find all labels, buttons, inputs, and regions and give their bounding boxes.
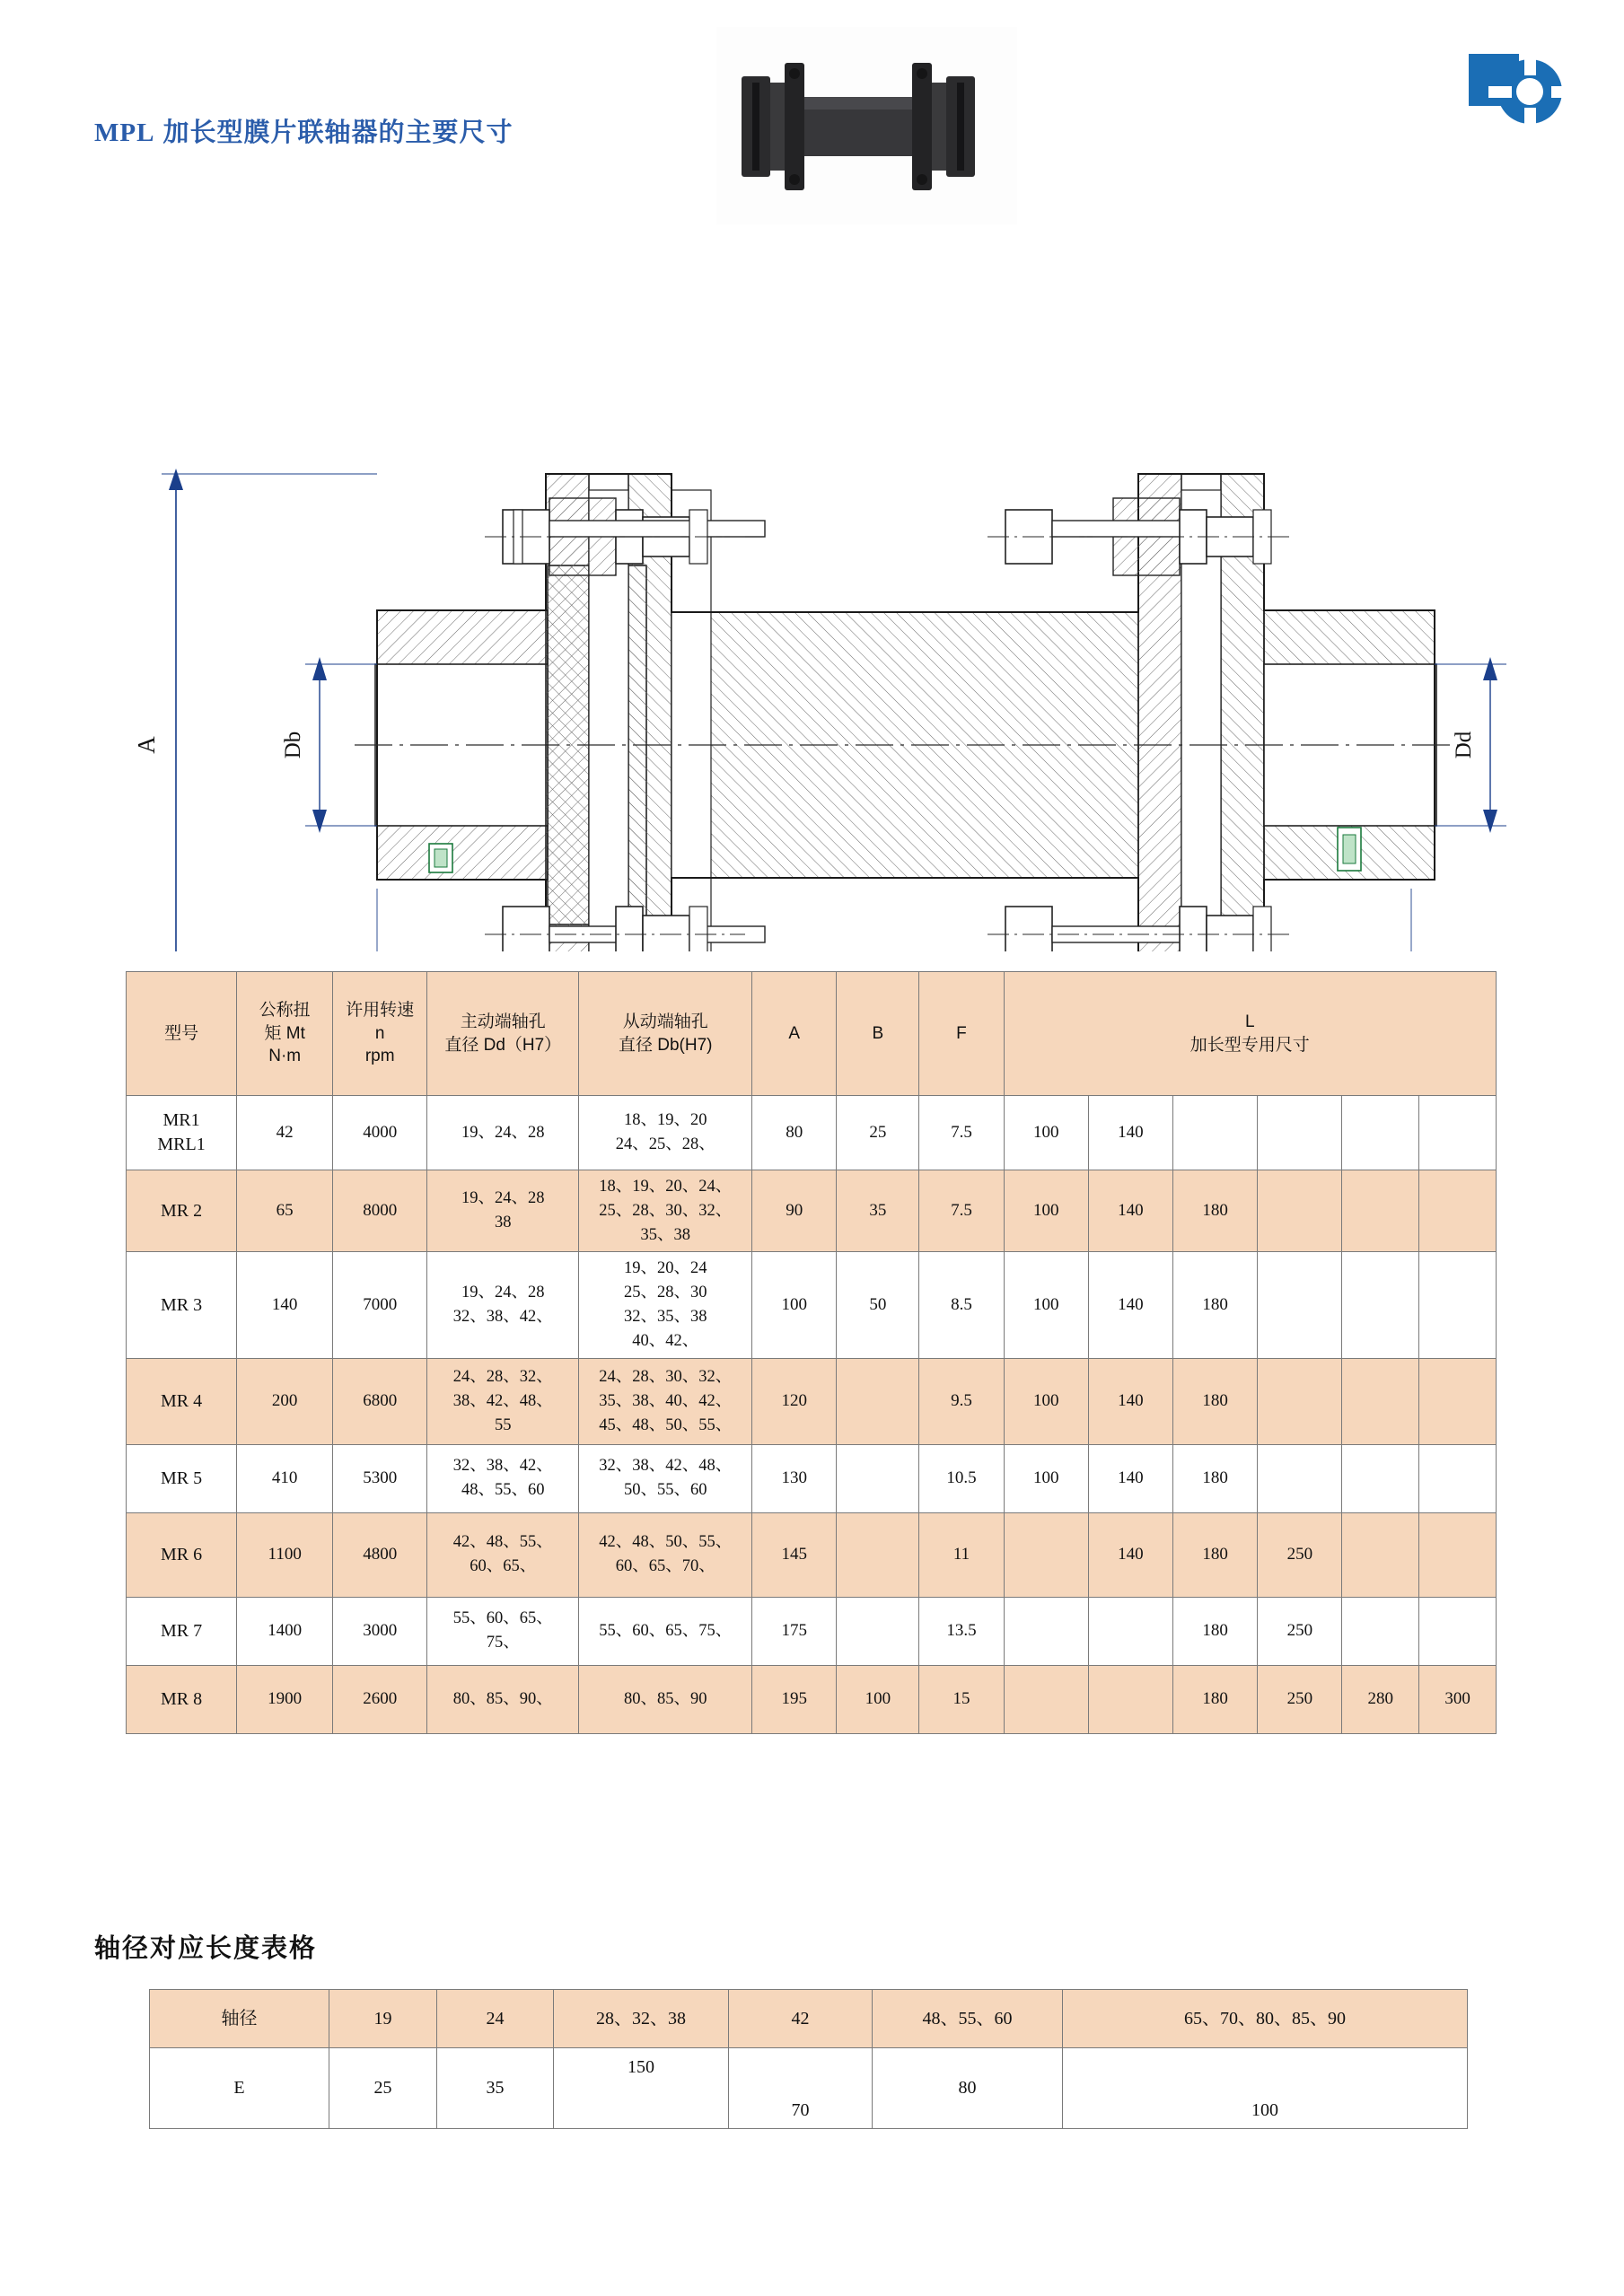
- cell-A: 195: [752, 1665, 837, 1733]
- cell-driven-bore: [579, 1358, 752, 1444]
- cell-driven-bore: [579, 1170, 752, 1252]
- cell-L6: [1419, 1597, 1497, 1665]
- cell-B: [837, 1358, 919, 1444]
- cell-drive-bore: 80、85、90、: [427, 1665, 579, 1733]
- cell-A: 100: [752, 1252, 837, 1358]
- th-L-l1: L: [1245, 1012, 1255, 1031]
- th-driven-bore-l2: 直径 Db(H7): [618, 1035, 713, 1055]
- cell-drive-bore-l2: 75、: [486, 1634, 520, 1652]
- cell-torque: 1400: [237, 1597, 333, 1665]
- cell-B: [837, 1597, 919, 1665]
- cell-L1: 100: [1004, 1358, 1088, 1444]
- cell-drive-bore-l1: 19、24、28: [461, 1189, 545, 1208]
- cell-drive-bore: [427, 1170, 579, 1252]
- cell-driven-bore-l2: 50、55、60: [623, 1481, 707, 1500]
- page-title-prefix: MPL: [94, 118, 155, 147]
- cell-F: 13.5: [919, 1597, 1004, 1665]
- cell-A: 130: [752, 1444, 837, 1512]
- cell-L1: [1004, 1665, 1088, 1733]
- cell-driven-bore-l3: 45、48、50、55、: [599, 1415, 733, 1434]
- cell-L3: 180: [1173, 1512, 1258, 1597]
- th-driven-bore-l1: 从动端轴孔: [622, 1012, 708, 1031]
- cell-L2: 140: [1088, 1170, 1172, 1252]
- cell-B: 25: [837, 1096, 919, 1170]
- th-torque: [237, 972, 333, 1096]
- dimension-label-Dd: Dd: [1452, 731, 1476, 759]
- cell-model: MR 7: [127, 1597, 237, 1665]
- cell-B: 100: [837, 1665, 919, 1733]
- cell-F: 11: [919, 1512, 1004, 1597]
- cell-L2: 140: [1088, 1358, 1172, 1444]
- cell-drive-bore: 19、24、28: [427, 1096, 579, 1170]
- cell-L4: 250: [1258, 1665, 1342, 1733]
- cell-model: [127, 1096, 237, 1170]
- table-row: [127, 1252, 1497, 1358]
- th-drive-bore: [427, 972, 579, 1096]
- th-d19: 19: [329, 1990, 437, 2048]
- shaft-table-title: 轴径对应长度表格: [94, 1934, 318, 1963]
- cell-F: 8.5: [919, 1252, 1004, 1358]
- cell-driven-bore-l1: 32、38、42、48、: [599, 1457, 733, 1476]
- cell-L1: [1004, 1597, 1088, 1665]
- cell-L5: 280: [1342, 1665, 1419, 1733]
- cell-L5: [1342, 1170, 1419, 1252]
- cell-L3: 180: [1173, 1358, 1258, 1444]
- cell-drive-bore: [427, 1597, 579, 1665]
- cell-drive-bore: [427, 1252, 579, 1358]
- cell-driven-bore-l1: 24、28、30、32、: [599, 1367, 733, 1386]
- cell-L6: [1419, 1444, 1497, 1512]
- cell-model: MR 2: [127, 1170, 237, 1252]
- cell-A: 145: [752, 1512, 837, 1597]
- cell-model: MR 5: [127, 1444, 237, 1512]
- cell-L5: [1342, 1252, 1419, 1358]
- cell-L3: 180: [1173, 1170, 1258, 1252]
- cell-torque: 1900: [237, 1665, 333, 1733]
- cell-driven-bore-l3: 32、35、38: [623, 1308, 707, 1327]
- th-drive-bore-l2: 直径 Dd（H7）: [444, 1035, 562, 1055]
- cell-E-24: 35: [437, 2048, 554, 2129]
- cell-L2: 140: [1088, 1252, 1172, 1358]
- page-title-text: 加长型膜片联轴器的主要尺寸: [162, 118, 514, 147]
- th-drive-bore-l1: 主动端轴孔: [460, 1012, 546, 1031]
- cell-torque: 65: [237, 1170, 333, 1252]
- cell-speed: 3000: [333, 1597, 427, 1665]
- cell-speed: 6800: [333, 1358, 427, 1444]
- cell-torque: 1100: [237, 1512, 333, 1597]
- table-header-row: [127, 972, 1497, 1096]
- cell-driven-bore-l1: 42、48、50、55、: [599, 1533, 733, 1552]
- cell-F: 15: [919, 1665, 1004, 1733]
- cell-torque: 200: [237, 1358, 333, 1444]
- cell-drive-bore-l2: 32、38、42、: [452, 1308, 553, 1327]
- cell-L2: 140: [1088, 1512, 1172, 1597]
- cell-L6: [1419, 1358, 1497, 1444]
- th-torque-l2: 矩 Mt: [264, 1023, 305, 1043]
- table-row: [127, 1665, 1497, 1733]
- cell-L6: [1419, 1170, 1497, 1252]
- cell-driven-bore: 80、85、90: [579, 1665, 752, 1733]
- cell-L3: [1173, 1096, 1258, 1170]
- cell-drive-bore: [427, 1358, 579, 1444]
- cell-drive-bore-l1: 42、48、55、: [452, 1533, 553, 1552]
- table-row: [127, 1170, 1497, 1252]
- th-A: A: [752, 972, 837, 1096]
- cell-drive-bore-l2: 60、65、: [470, 1557, 537, 1576]
- shaft-table-body-row: [150, 2048, 1468, 2129]
- th-B: B: [837, 972, 919, 1096]
- cell-drive-bore-l1: 32、38、42、: [452, 1457, 553, 1476]
- table-row: [127, 1512, 1497, 1597]
- th-d24: 24: [437, 1990, 554, 2048]
- cell-F: 10.5: [919, 1444, 1004, 1512]
- dimension-label-Db: Db: [281, 731, 305, 759]
- cell-E-label: E: [150, 2048, 329, 2129]
- th-torque-l3: N·m: [268, 1047, 302, 1066]
- main-specification-table: [126, 971, 1497, 1734]
- th-F: F: [919, 972, 1004, 1096]
- cell-model-l1: MR1: [162, 1110, 200, 1130]
- cell-driven-bore-l3: 35、38: [640, 1225, 690, 1244]
- th-d28-32-38: 28、32、38: [554, 1990, 729, 2048]
- table-row: [127, 1444, 1497, 1512]
- cell-driven-bore-l2: 25、28、30、32、: [599, 1201, 733, 1220]
- cell-driven-bore: [579, 1252, 752, 1358]
- cell-driven-bore: 55、60、65、75、: [579, 1597, 752, 1665]
- cell-drive-bore-l1: 19、24、28: [461, 1284, 545, 1302]
- cell-L3: 180: [1173, 1665, 1258, 1733]
- cell-B: 50: [837, 1252, 919, 1358]
- company-logo: [1465, 38, 1573, 144]
- cell-drive-bore: [427, 1444, 579, 1512]
- cell-A: 80: [752, 1096, 837, 1170]
- th-speed-l2: n: [374, 1023, 385, 1043]
- cell-F: 9.5: [919, 1358, 1004, 1444]
- th-d42: 42: [729, 1990, 873, 2048]
- table-row: [127, 1358, 1497, 1444]
- shaft-length-table: [149, 1989, 1467, 2129]
- th-d65-plus: 65、70、80、85、90: [1063, 1990, 1468, 2048]
- cell-L4: 250: [1258, 1512, 1342, 1597]
- cell-L6: [1419, 1252, 1497, 1358]
- cell-L5: [1342, 1597, 1419, 1665]
- cell-L3: 180: [1173, 1597, 1258, 1665]
- cell-E-19: 25: [329, 2048, 437, 2129]
- th-speed-l3: rpm: [364, 1047, 395, 1066]
- cell-model-l2: MRL1: [157, 1135, 206, 1154]
- th-torque-l1: 公称扭: [259, 1001, 311, 1021]
- cell-driven-bore-l2: 25、28、30: [623, 1284, 707, 1302]
- cell-speed: 2600: [333, 1665, 427, 1733]
- cell-drive-bore-l2: 38、42、48、: [452, 1391, 553, 1410]
- table-row: [127, 1597, 1497, 1665]
- cell-B: 35: [837, 1170, 919, 1252]
- cell-L2: 140: [1088, 1096, 1172, 1170]
- cell-E-65-plus: 100: [1063, 2048, 1468, 2129]
- cell-L4: [1258, 1252, 1342, 1358]
- cell-E-42: 70: [729, 2048, 873, 2129]
- cell-model: MR 8: [127, 1665, 237, 1733]
- cell-L2: 140: [1088, 1444, 1172, 1512]
- product-photo: [716, 27, 1017, 224]
- cell-F: 7.5: [919, 1170, 1004, 1252]
- cell-driven-bore: [579, 1444, 752, 1512]
- cell-driven-bore-l1: 18、19、20: [623, 1111, 707, 1130]
- cell-L1: 100: [1004, 1444, 1088, 1512]
- cell-driven-bore: [579, 1096, 752, 1170]
- cell-driven-bore: [579, 1512, 752, 1597]
- th-speed-l1: 许用转速: [346, 1001, 415, 1021]
- cell-drive-bore: [427, 1512, 579, 1597]
- cell-drive-bore-l1: 55、60、65、: [452, 1609, 553, 1628]
- shaft-table-header-row: [150, 1990, 1468, 2048]
- th-shaft-diameter: 轴径: [150, 1990, 329, 2048]
- cell-L4: [1258, 1096, 1342, 1170]
- th-d48-55-60: 48、55、60: [873, 1990, 1063, 2048]
- th-L-l2: 加长型专用尺寸: [1189, 1035, 1310, 1055]
- cell-speed: 7000: [333, 1252, 427, 1358]
- cell-L6: 300: [1419, 1665, 1497, 1733]
- cell-A: 120: [752, 1358, 837, 1444]
- technical-drawing: [0, 224, 1624, 951]
- cell-drive-bore-l1: 24、28、32、: [452, 1367, 553, 1386]
- cell-E-48-55-60: 80: [873, 2048, 1063, 2129]
- cell-model: MR 3: [127, 1252, 237, 1358]
- cell-L5: [1342, 1358, 1419, 1444]
- cell-speed: 4800: [333, 1512, 427, 1597]
- page-title: [94, 112, 514, 149]
- cell-torque: 140: [237, 1252, 333, 1358]
- cell-L4: 250: [1258, 1597, 1342, 1665]
- cell-speed: 5300: [333, 1444, 427, 1512]
- cell-L5: [1342, 1444, 1419, 1512]
- dimension-label-A: A: [133, 736, 160, 754]
- cell-A: 175: [752, 1597, 837, 1665]
- cell-L3: 180: [1173, 1444, 1258, 1512]
- cell-drive-bore-l3: 55: [495, 1415, 512, 1434]
- cell-L1: 100: [1004, 1096, 1088, 1170]
- th-driven-bore: [579, 972, 752, 1096]
- cell-driven-bore-l4: 40、42、: [632, 1331, 699, 1350]
- cell-drive-bore-l2: 38: [495, 1214, 512, 1232]
- cell-model: MR 4: [127, 1358, 237, 1444]
- th-L: [1004, 972, 1496, 1096]
- cell-drive-bore-l2: 48、55、60: [461, 1481, 545, 1500]
- cell-torque: 410: [237, 1444, 333, 1512]
- cell-speed: 8000: [333, 1170, 427, 1252]
- cell-L5: [1342, 1096, 1419, 1170]
- cell-driven-bore-l2: 60、65、70、: [615, 1557, 715, 1576]
- cell-L4: [1258, 1444, 1342, 1512]
- cell-driven-bore-l1: 18、19、20、24、: [599, 1178, 733, 1196]
- cell-torque: 42: [237, 1096, 333, 1170]
- cell-driven-bore-l1: 19、20、24: [623, 1259, 707, 1278]
- cell-L1: [1004, 1512, 1088, 1597]
- cell-L3: 180: [1173, 1252, 1258, 1358]
- cell-L2: [1088, 1597, 1172, 1665]
- th-model: 型号: [127, 972, 237, 1096]
- cell-model: MR 6: [127, 1512, 237, 1597]
- cell-L5: [1342, 1512, 1419, 1597]
- cell-speed: 4000: [333, 1096, 427, 1170]
- cell-F: 7.5: [919, 1096, 1004, 1170]
- th-speed: [333, 972, 427, 1096]
- table-row: [127, 1096, 1497, 1170]
- cell-L4: [1258, 1170, 1342, 1252]
- cell-L6: [1419, 1096, 1497, 1170]
- cell-L1: 100: [1004, 1170, 1088, 1252]
- cell-L1: 100: [1004, 1252, 1088, 1358]
- cell-driven-bore-l2: 24、25、28、: [615, 1135, 715, 1153]
- cell-L2: [1088, 1665, 1172, 1733]
- cell-driven-bore-l2: 35、38、40、42、: [599, 1391, 733, 1410]
- cell-L6: [1419, 1512, 1497, 1597]
- cell-B: [837, 1444, 919, 1512]
- cell-B: [837, 1512, 919, 1597]
- cell-A: 90: [752, 1170, 837, 1252]
- cell-E-28-32-38: 150: [554, 2048, 729, 2129]
- cell-L4: [1258, 1358, 1342, 1444]
